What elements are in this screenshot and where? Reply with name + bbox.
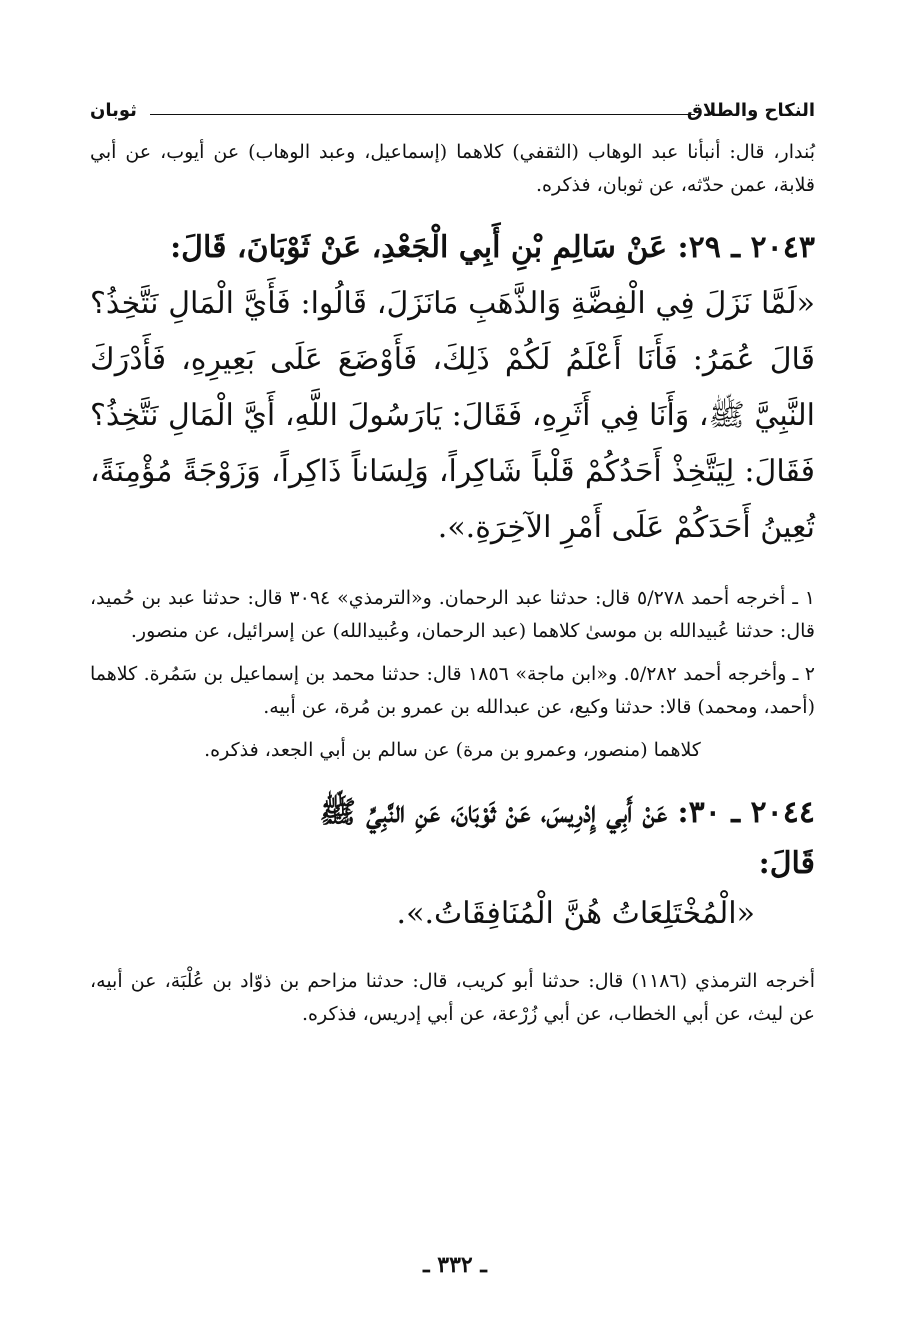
hadith-2044-qala: قَالَ: bbox=[758, 846, 815, 881]
intro-paragraph: بُندار، قال: أنبأنا عبد الوهاب (الثقفي) كلاهما (إسماعيل، وعبد الوهاب) عن أيوب، عن أبي قلابة، عمن حدّثه، عن ثوبان، فذكره. bbox=[90, 141, 815, 196]
header-rule bbox=[150, 114, 695, 115]
hadith-2044-body: «الْمُخْتَلِعَاتُ هُنَّ الْمُنَافِقَاتُ.». bbox=[396, 896, 755, 931]
header-chapter-title: النكاح والطلاق bbox=[686, 100, 815, 121]
hadith-2044 bbox=[90, 787, 815, 939]
page-content bbox=[90, 100, 815, 1041]
hadith-2043-body: «لَمَّا نَزَلَ فِي الْفِضَّةِ وَالذَّهَبِ مَانَزَلَ، قَالُوا: فَأَيَّ الْمَالِ نَتَّخِذُ؟ قَالَ عُمَرُ: فَأَنَا أَعْلَمُ لَكُمْ ذَلِكَ، فَأَوْضَعَ عَلَى بَعِيرِهِ، فَأَدْرَكَ النَّبِيَّ ﷺ، وَأَنَا فِي أَثَرِهِ، فَقَالَ: يَارَسُولَ اللَّهِ، أَيَّ الْمَالِ نَتَّخِذُ؟ فَقَالَ: لِيَتَّخِذْ أَحَدُكُمْ قَلْباً شَاكِراً، وَلِسَاناً ذَاكِراً، وَزَوْجَةً مُؤْمِنَةً، تُعِينُ أَحَدَكُمْ عَلَى أَمْرِ الآخِرَةِ.». bbox=[90, 286, 815, 545]
running-header bbox=[90, 100, 815, 126]
source-2044-text: أخرجه الترمذي (١١٨٦) قال: حدثنا أبو كريب، قال: حدثنا مزاحم بن ذوّاد بن عُلْبَة، عن أبيه، عن ليث، عن أبي الخطاب، عن أبي زُرْعة، عن أبي إدريس، فذكره. bbox=[90, 970, 815, 1025]
source-item-2: ٢ ـ وأخرجه أحمد ٥/٢٨٢. و«ابن ماجة» ١٨٥٦ قال: حدثنا محمد بن إسماعيل بن سَمُرة. كلاهما (أحمد، ومحمد) قالا: حدثنا وكيع، عن عبدالله بن عمرو بن مُرة، عن أبيه. bbox=[90, 663, 815, 718]
hadith-2043 bbox=[90, 222, 815, 556]
hadith-2044-heading: ٢٠٤٤ ـ ٣٠: عَنْ أَبِي إِدْرِيسَ، عَنْ ثَوْبَانَ، عَنِ النَّبِيِّ ﷺ bbox=[319, 795, 815, 830]
page-number: ـ ٣٣٢ ـ bbox=[423, 1252, 487, 1278]
source-item-1: ١ ـ أخرجه أحمد ٥/٢٧٨ قال: حدثنا عبد الرحمان. و«الترمذي» ٣٠٩٤ قال: حدثنا عبد بن حُميد، قال: حدثنا عُبيدالله بن موسىٰ كلاهما (عبد الرحمان، وعُبيدالله) عن إسرائيل، عن منصور. bbox=[90, 587, 815, 642]
source-summary: كلاهما (منصور، وعمرو بن مرة) عن سالم بن أبي الجعد، فذكره. bbox=[204, 739, 701, 761]
sources-2044 bbox=[90, 965, 815, 1031]
sources-2043 bbox=[90, 582, 815, 767]
hadith-2043-heading: ٢٠٤٣ ـ ٢٩: عَنْ سَالِمِ بْنِ أَبِي الْجَعْدِ، عَنْ ثَوْبَانَ، قَالَ: bbox=[170, 230, 815, 265]
header-narrator-name: ثوبان bbox=[90, 100, 137, 121]
